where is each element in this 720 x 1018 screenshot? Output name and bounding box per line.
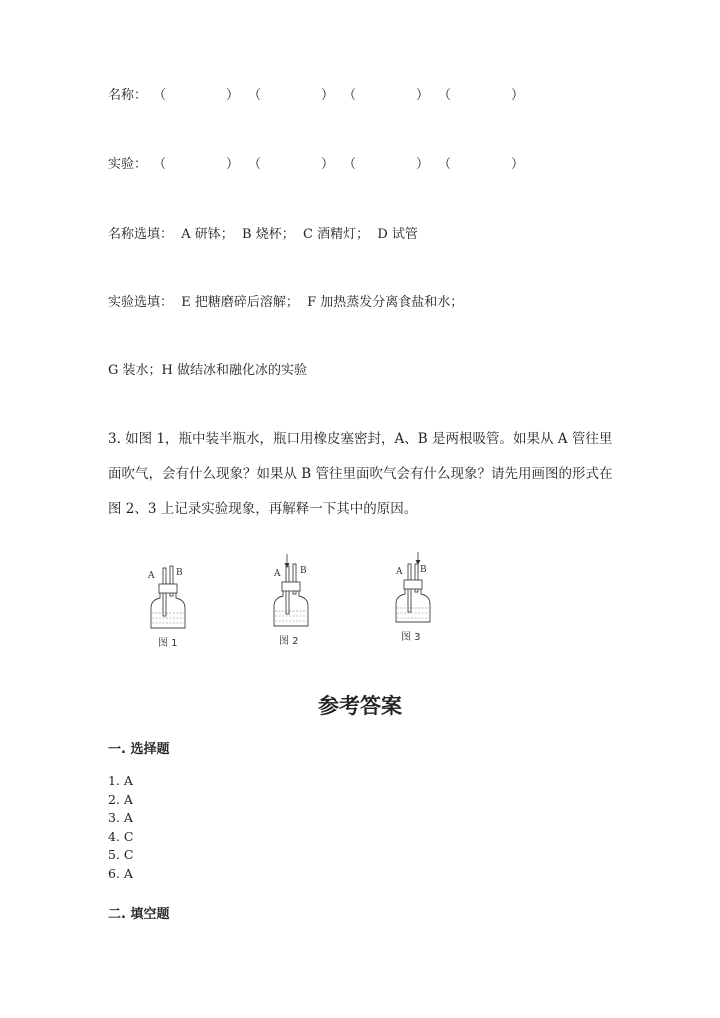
answer-title: 参考答案 bbox=[318, 694, 402, 718]
figure-3-label-b: B bbox=[420, 565, 427, 575]
experiment-blank-4-close: ） bbox=[511, 157, 525, 172]
figure-1 bbox=[146, 560, 196, 652]
figure-2-label-b: B bbox=[300, 566, 307, 576]
experiment-blank-3-close: ） bbox=[416, 157, 430, 172]
name-blank-2-open: （ bbox=[248, 88, 262, 103]
experiment-options-cont: G 装水；H 做结冰和融化冰的实验 bbox=[108, 363, 307, 378]
experiment-blank-4-open: （ bbox=[438, 157, 452, 172]
experiment-row bbox=[108, 156, 628, 176]
answer-item: 6. A bbox=[108, 865, 133, 881]
experiment-blank-1-close: ） bbox=[226, 157, 240, 172]
figure-3 bbox=[392, 550, 442, 646]
section-1-heading: 一. 选择题 bbox=[108, 742, 170, 757]
answer-item: 4. C bbox=[108, 828, 134, 844]
name-blank-3-open: （ bbox=[343, 88, 357, 103]
answer-item: 2. A bbox=[108, 791, 133, 807]
answer-item: 3. A bbox=[108, 810, 133, 826]
experiment-row-label: 实验： bbox=[108, 157, 148, 172]
figure-3-label-a: A bbox=[396, 567, 403, 577]
name-blank-3-close: ） bbox=[416, 88, 430, 103]
experiment-blank-2-open: （ bbox=[248, 157, 262, 172]
name-blank-1-close: ） bbox=[226, 88, 240, 103]
name-blank-4-open: （ bbox=[438, 88, 452, 103]
experiment-blank-1-open: （ bbox=[153, 157, 167, 172]
answer-item: 1. A bbox=[108, 773, 133, 788]
experiment-blank-3-open: （ bbox=[343, 157, 357, 172]
name-blank-2-close: ） bbox=[321, 88, 335, 103]
section-2-heading: 二. 填空题 bbox=[108, 907, 170, 922]
answer-list bbox=[108, 772, 133, 884]
figure-3-caption: 图 3 bbox=[401, 632, 421, 643]
figure-3-stopper bbox=[404, 580, 422, 589]
figure-1-label-a: A bbox=[148, 571, 155, 581]
figure-1-caption: 图 1 bbox=[158, 638, 178, 649]
experiment-blank-2-close: ） bbox=[321, 157, 335, 172]
name-blank-1-open: （ bbox=[153, 88, 167, 103]
name-options: 名称选填： A 研钵； B 烧杯； C 酒精灯； D 试管 bbox=[108, 227, 418, 242]
figure-2-stopper bbox=[282, 582, 300, 591]
name-row-label: 名称： bbox=[108, 88, 148, 103]
figure-1-stopper bbox=[159, 584, 177, 593]
figure-2-label-a: A bbox=[274, 569, 281, 579]
name-row bbox=[108, 87, 628, 107]
question-3-text: 3. 如图 1，瓶中装半瓶水，瓶口用橡皮塞密封，A、B 是两根吸管。如果从 A 管往里面吹气，会有什么现象？如果从 B 管往里面吹气会有什么现象？请先用画图的形式在图 2、3 上记录实验现象，再解释一下其中的原因。 bbox=[108, 431, 613, 517]
figure-2-caption: 图 2 bbox=[279, 636, 299, 647]
figure-3-bottle bbox=[396, 589, 430, 622]
answer-item: 5. C bbox=[108, 847, 134, 863]
experiment-options: 实验选填： E 把糖磨碎后溶解； F 加热蒸发分离食盐和水； bbox=[108, 295, 464, 310]
figure-2 bbox=[270, 552, 320, 650]
figure-1-label-b: B bbox=[176, 568, 183, 578]
name-blank-4-close: ） bbox=[511, 88, 525, 103]
